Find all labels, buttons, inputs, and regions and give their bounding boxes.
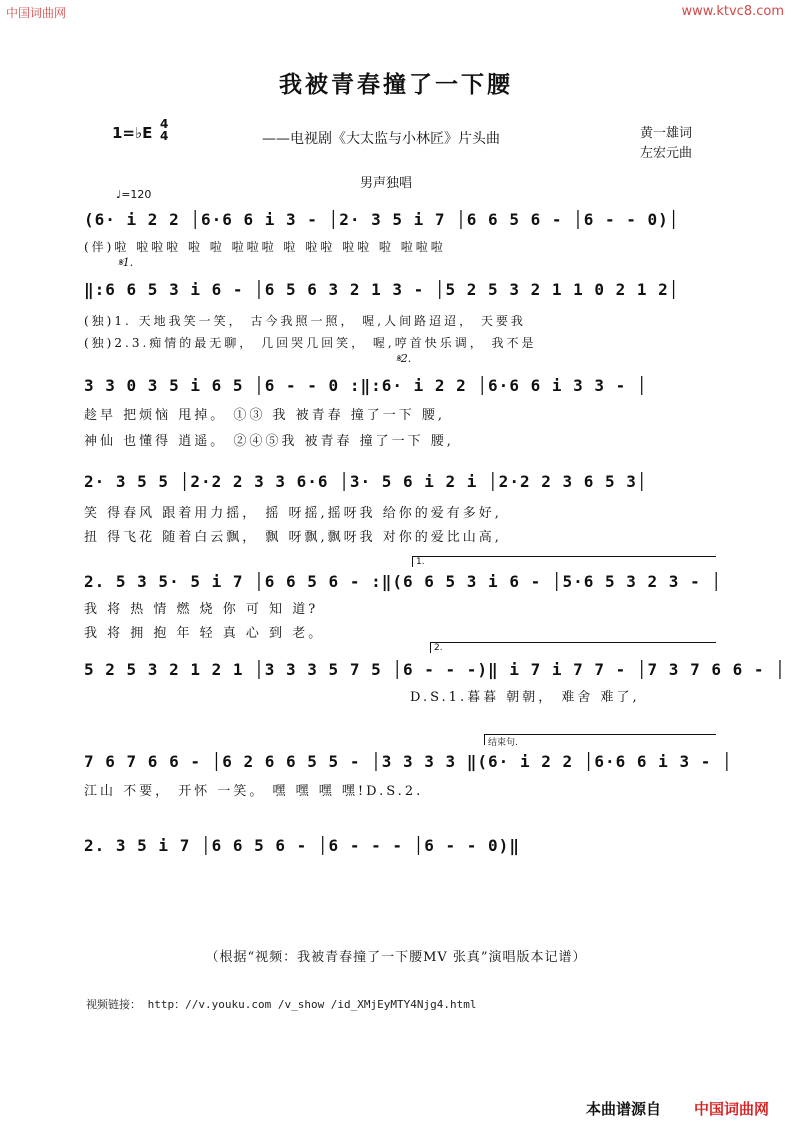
score-system-8 <box>84 836 716 884</box>
performer: 男声独唱 <box>360 176 413 191</box>
lyric-line: 扭 得飞花 随着白云飘， 飘 呀飘,飘呀我 对你的爱比山高, <box>84 530 502 545</box>
lyric-line: 趁早 把烦恼 甩掉。 ①③ 我 被青春 撞了一下 腰, <box>84 408 446 423</box>
notation-line: 5 2 5 3 2 1 2 1 │3 3 3 5 7 5 │6 - - -)‖ i 7 i 7 7 - │7 3 7 6 6 - │ <box>84 660 786 679</box>
notation-line: 2· 3 5 5 │2·2 2 3 3 6·6 │3· 5 6 i 2 i │2·2 2 3 6 5 3│ <box>84 472 648 491</box>
lyric-line: (伴)啦 啦啦啦 啦 啦 啦啦啦 啦 啦啦 啦啦 啦 啦啦啦 <box>84 240 446 254</box>
notation-line: ‖:6 6 5 3 i 6 - │6 5 6 3 2 1 3 - │5 2 5 3 2 1 1 0 2 1 2│ <box>84 280 680 299</box>
lyric-line: 我 将 拥 抱 年 轻 真 心 到 老。 <box>84 626 325 641</box>
footer-label: 本曲谱源自 <box>586 1100 662 1118</box>
credits <box>640 124 692 164</box>
lyric-line: (独)1. 天地我笑一笑， 古今我照一照， 喔,人间路迢迢， 天要我 <box>84 314 526 328</box>
notation-line: 7 6 7 6 6 - │6 2 6 6 5 5 - │3 3 3 3 ‖(6· i 2 2 │6·6 6 i 3 - │ <box>84 752 733 771</box>
coda-bracket: 结束句. <box>484 734 716 745</box>
notation-line: 2. 3 5 i 7 │6 6 5 6 - │6 - - - │6 - - 0)‖ <box>84 836 520 855</box>
key-signature: 1=♭E <box>112 124 153 142</box>
lyric-line: 神仙 也懂得 逍遥。 ②④⑤我 被青春 撞了一下 腰, <box>84 434 454 449</box>
segno-marker: 𝄋2. <box>396 352 412 365</box>
tempo-marking: ♩=120 <box>116 188 152 201</box>
lyric-line: 笑 得春风 跟着用力摇， 摇 呀摇,摇呀我 给你的爱有多好, <box>84 506 502 521</box>
lyric-line: 江山 不要， 开怀 一笑。 嘿 嘿 嘿 嘿!D.S.2. <box>84 784 424 799</box>
site-url-top-right[interactable]: www.ktvc8.com <box>681 4 784 19</box>
volta-1: 1. <box>412 556 716 567</box>
notation-line: 2. 5 3 5· 5 i 7 │6 6 5 6 - :‖(6 6 5 3 i 6 - │5·6 5 3 2 3 - │ <box>84 572 722 591</box>
segno-marker: 𝄋1. <box>118 256 134 269</box>
site-name-top-left[interactable]: 中国词曲网 <box>6 6 67 20</box>
footer-site[interactable]: 中国词曲网 <box>694 1100 770 1118</box>
time-top: 4 <box>160 117 169 131</box>
lyric-line: 我 将 热 情 燃 烧 你 可 知 道? <box>84 602 319 617</box>
lyric-line: D.S.1.暮暮 朝朝， 难舍 难了, <box>410 690 640 705</box>
time-signature <box>160 118 168 142</box>
song-subtitle: ——电视剧《大太监与小林匠》片头曲 <box>262 131 500 147</box>
time-bottom: 4 <box>160 129 169 143</box>
source-note: （根据“视频：我被青春撞了一下腰MV 张真”演唱版本记谱） <box>205 950 587 965</box>
lyric-line: (独)2.3.痴情的最无聊， 几回哭几回笑， 喔,哼首快乐调， 我不是 <box>84 336 537 350</box>
video-link[interactable]: 视频链接： http：//v.youku.com /v_show /id_XMjEyMTY4Njg4.html <box>86 998 477 1011</box>
notation-line: (6· i 2 2 │6·6 6 i 3 - │2· 3 5 i 7 │6 6 5 6 - │6 - - 0)│ <box>84 210 680 229</box>
notation-line: 3 3 0 3 5 i 6 5 │6 - - 0 :‖:6· i 2 2 │6·6 6 i 3 3 - │ <box>84 376 648 395</box>
lyricist: 黄一雄词 <box>640 126 693 141</box>
song-title: 我被青春撞了一下腰 <box>279 71 513 98</box>
volta-2: 2. <box>430 642 716 653</box>
composer: 左宏元曲 <box>640 146 693 161</box>
